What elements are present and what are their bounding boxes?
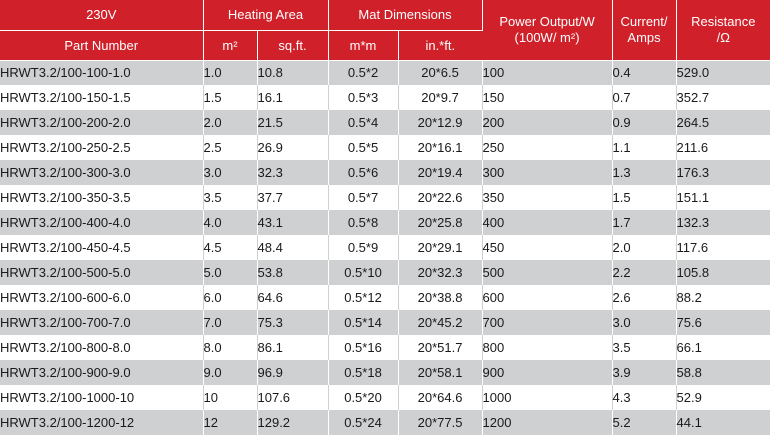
part-number-cell: HRWT3.2/100-600-6.0 (0, 285, 203, 310)
area-sqft-cell: 21.5 (257, 110, 328, 135)
table-row (0, 235, 770, 260)
area-sqft-cell: 96.9 (257, 360, 328, 385)
header-row-top (0, 0, 770, 30)
table-row (0, 335, 770, 360)
dim-m-cell: 0.5*5 (328, 135, 398, 160)
resistance-cell: 151.1 (676, 185, 770, 210)
part-number-cell: HRWT3.2/100-800-8.0 (0, 335, 203, 360)
resistance-cell: 132.3 (676, 210, 770, 235)
power-cell: 500 (482, 260, 612, 285)
resistance-cell: 264.5 (676, 110, 770, 135)
heating-area-header: Heating Area (203, 0, 328, 30)
power-cell: 150 (482, 85, 612, 110)
power-cell: 400 (482, 210, 612, 235)
area-sqft-cell: 16.1 (257, 85, 328, 110)
current-line2: Amps (627, 29, 661, 45)
current-cell: 1.7 (612, 210, 676, 235)
part-number-cell: HRWT3.2/100-150-1.5 (0, 85, 203, 110)
resistance-header (676, 0, 770, 60)
area-sqft-cell: 37.7 (257, 185, 328, 210)
resistance-cell: 117.6 (676, 235, 770, 260)
mat-dimensions-header: Mat Dimensions (328, 0, 482, 30)
area-m2-cell: 2.5 (203, 135, 257, 160)
power-output-line1: Power Output/W (499, 13, 595, 29)
power-cell: 350 (482, 185, 612, 210)
current-cell: 2.2 (612, 260, 676, 285)
current-line1: Current/ (620, 13, 668, 29)
area-m2-cell: 7.0 (203, 310, 257, 335)
dim-m-cell: 0.5*14 (328, 310, 398, 335)
dim-in-cell: 20*9.7 (398, 85, 482, 110)
power-cell: 1200 (482, 410, 612, 435)
current-cell: 2.0 (612, 235, 676, 260)
area-m2-cell: 4.0 (203, 210, 257, 235)
dim-m-cell: 0.5*6 (328, 160, 398, 185)
resistance-cell: 529.0 (676, 60, 770, 85)
power-cell: 1000 (482, 385, 612, 410)
table-row (0, 60, 770, 85)
dim-in-cell: 20*51.7 (398, 335, 482, 360)
part-number-cell: HRWT3.2/100-450-4.5 (0, 235, 203, 260)
dim-in-cell: 20*6.5 (398, 60, 482, 85)
current-cell: 0.7 (612, 85, 676, 110)
dim-in-cell: 20*16.1 (398, 135, 482, 160)
power-cell: 800 (482, 335, 612, 360)
dim-m-cell: 0.5*16 (328, 335, 398, 360)
power-output-line2: (100W/ m²) (514, 29, 580, 45)
table-row (0, 285, 770, 310)
table-row (0, 410, 770, 435)
current-cell: 1.1 (612, 135, 676, 160)
part-number-cell: HRWT3.2/100-1000-10 (0, 385, 203, 410)
dim-in-cell: 20*38.8 (398, 285, 482, 310)
current-cell: 0.4 (612, 60, 676, 85)
area-sqft-header: sq.ft. (257, 30, 328, 60)
part-number-cell: HRWT3.2/100-200-2.0 (0, 110, 203, 135)
part-number-cell: HRWT3.2/100-100-1.0 (0, 60, 203, 85)
dim-m-header: m*m (328, 30, 398, 60)
area-sqft-cell: 48.4 (257, 235, 328, 260)
area-m2-cell: 2.0 (203, 110, 257, 135)
part-number-cell: HRWT3.2/100-350-3.5 (0, 185, 203, 210)
part-number-cell: HRWT3.2/100-500-5.0 (0, 260, 203, 285)
resistance-cell: 211.6 (676, 135, 770, 160)
dim-in-cell: 20*12.9 (398, 110, 482, 135)
part-number-cell: HRWT3.2/100-300-3.0 (0, 160, 203, 185)
dim-m-cell: 0.5*2 (328, 60, 398, 85)
part-number-cell: HRWT3.2/100-700-7.0 (0, 310, 203, 335)
voltage-header: 230V (0, 0, 203, 30)
area-m2-header: m² (203, 30, 257, 60)
dim-m-cell: 0.5*12 (328, 285, 398, 310)
current-cell: 2.6 (612, 285, 676, 310)
area-m2-cell: 3.5 (203, 185, 257, 210)
area-m2-cell: 4.5 (203, 235, 257, 260)
table-body (0, 60, 770, 435)
table-row (0, 135, 770, 160)
area-sqft-cell: 53.8 (257, 260, 328, 285)
part-number-cell: HRWT3.2/100-900-9.0 (0, 360, 203, 385)
area-sqft-cell: 107.6 (257, 385, 328, 410)
dim-m-cell: 0.5*9 (328, 235, 398, 260)
area-sqft-cell: 10.8 (257, 60, 328, 85)
part-number-header: Part Number (0, 30, 203, 60)
resistance-cell: 58.8 (676, 360, 770, 385)
dim-in-cell: 20*58.1 (398, 360, 482, 385)
current-cell: 1.5 (612, 185, 676, 210)
power-output-header (482, 0, 612, 60)
power-cell: 700 (482, 310, 612, 335)
power-cell: 450 (482, 235, 612, 260)
area-m2-cell: 3.0 (203, 160, 257, 185)
table-header (0, 0, 770, 60)
current-cell: 3.5 (612, 335, 676, 360)
power-cell: 200 (482, 110, 612, 135)
area-sqft-cell: 75.3 (257, 310, 328, 335)
dim-in-cell: 20*22.6 (398, 185, 482, 210)
area-m2-cell: 5.0 (203, 260, 257, 285)
resistance-cell: 176.3 (676, 160, 770, 185)
area-sqft-cell: 86.1 (257, 335, 328, 360)
power-cell: 300 (482, 160, 612, 185)
dim-in-cell: 20*32.3 (398, 260, 482, 285)
dim-m-cell: 0.5*8 (328, 210, 398, 235)
area-m2-cell: 10 (203, 385, 257, 410)
resistance-cell: 352.7 (676, 85, 770, 110)
table-row (0, 185, 770, 210)
resistance-cell: 44.1 (676, 410, 770, 435)
resistance-cell: 66.1 (676, 335, 770, 360)
dim-m-cell: 0.5*24 (328, 410, 398, 435)
resistance-cell: 75.6 (676, 310, 770, 335)
dim-in-cell: 20*45.2 (398, 310, 482, 335)
table-row (0, 310, 770, 335)
table-row (0, 385, 770, 410)
dim-in-cell: 20*25.8 (398, 210, 482, 235)
table-row (0, 360, 770, 385)
current-cell: 3.9 (612, 360, 676, 385)
dim-in-cell: 20*19.4 (398, 160, 482, 185)
current-cell: 4.3 (612, 385, 676, 410)
dim-in-header: in.*ft. (398, 30, 482, 60)
area-m2-cell: 1.5 (203, 85, 257, 110)
current-cell: 0.9 (612, 110, 676, 135)
table-row (0, 110, 770, 135)
area-m2-cell: 12 (203, 410, 257, 435)
dim-m-cell: 0.5*18 (328, 360, 398, 385)
area-sqft-cell: 32.3 (257, 160, 328, 185)
resistance-cell: 105.8 (676, 260, 770, 285)
dim-m-cell: 0.5*20 (328, 385, 398, 410)
power-cell: 900 (482, 360, 612, 385)
power-cell: 600 (482, 285, 612, 310)
resistance-line2: /Ω (716, 29, 730, 45)
dim-in-cell: 20*77.5 (398, 410, 482, 435)
part-number-cell: HRWT3.2/100-1200-12 (0, 410, 203, 435)
resistance-cell: 52.9 (676, 385, 770, 410)
table-row (0, 85, 770, 110)
resistance-line1: Resistance (691, 13, 756, 29)
area-m2-cell: 8.0 (203, 335, 257, 360)
area-sqft-cell: 129.2 (257, 410, 328, 435)
resistance-cell: 88.2 (676, 285, 770, 310)
dim-m-cell: 0.5*7 (328, 185, 398, 210)
table-row (0, 160, 770, 185)
current-header (612, 0, 676, 60)
table-row (0, 210, 770, 235)
part-number-cell: HRWT3.2/100-250-2.5 (0, 135, 203, 160)
power-cell: 250 (482, 135, 612, 160)
current-cell: 1.3 (612, 160, 676, 185)
dim-m-cell: 0.5*3 (328, 85, 398, 110)
dim-in-cell: 20*64.6 (398, 385, 482, 410)
table-row (0, 260, 770, 285)
dim-in-cell: 20*29.1 (398, 235, 482, 260)
power-cell: 100 (482, 60, 612, 85)
area-sqft-cell: 26.9 (257, 135, 328, 160)
dim-m-cell: 0.5*4 (328, 110, 398, 135)
dim-m-cell: 0.5*10 (328, 260, 398, 285)
area-m2-cell: 6.0 (203, 285, 257, 310)
area-m2-cell: 9.0 (203, 360, 257, 385)
current-cell: 5.2 (612, 410, 676, 435)
area-sqft-cell: 43.1 (257, 210, 328, 235)
current-cell: 3.0 (612, 310, 676, 335)
part-number-cell: HRWT3.2/100-400-4.0 (0, 210, 203, 235)
area-m2-cell: 1.0 (203, 60, 257, 85)
area-sqft-cell: 64.6 (257, 285, 328, 310)
